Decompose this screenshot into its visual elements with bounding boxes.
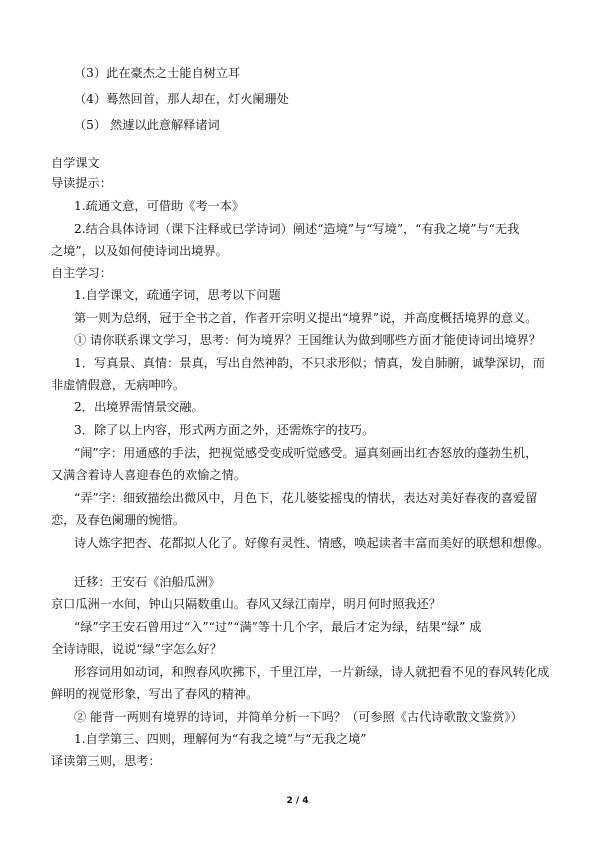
text-line: “绿”字王安石曾用过“入”“过”“满”等十几个字，最后才定为绿，结果“绿” 成 [74, 620, 482, 634]
text-line: 诗人炼字把杏、花都拟人化了。好像有灵性、情感，唤起读者丰富而美好的联想和想像。 [74, 536, 550, 550]
text-line: 2．出境界需情景交融。 [74, 400, 204, 414]
text-line: 译读第三则，思考： [51, 754, 161, 768]
text-line: （3）此在豪杰之士能自树立耳 [74, 66, 241, 80]
text-line: 导读提示： [51, 176, 112, 190]
text-line: 形容词用如动词，和煦春风吹拂下，千里江岸，一片新绿，诗人就把看不见的春风转化成 [74, 665, 550, 679]
text-line: 自主学习： [51, 266, 112, 280]
text-line: 京口瓜洲一水间，钟山只隔数重山。春风又绿江南岸，明月何时照我还？ [51, 597, 441, 611]
text-line: （4）蓦然回首，那人却在，灯火阑珊处 [74, 92, 289, 106]
text-line: 非虚情假意，无病呻吟。 [51, 378, 186, 392]
text-line: 迁移：王安石《泊船瓜洲》 [74, 575, 221, 589]
text-line: 1．写真景、真情：景真，写出自然神韵，不只求形似；情真，发自肺腑，诚挚深切，而 [74, 356, 545, 370]
text-line: ① 请你联系课文学习，思考：何为境界？王国维认为做到哪些方面才能使诗词出境界？ [74, 333, 541, 347]
text-line: 第一则为总纲，冠于全书之首，作者开宗明义提出“境界”说，并高度概括境界的意义。 [74, 311, 538, 325]
text-line: 又满含着诗人喜迎春色的欢愉之情。 [51, 468, 246, 482]
text-line: ② 能背一两则有境界的诗词，并简单分析一下吗？（可参照《古代诗歌散文鉴赏》） [74, 710, 523, 724]
text-line: 1.自学第三、四则，理解何为“有我之境”与“无我之境” [74, 732, 367, 746]
text-line: 之境”，以及如何使诗词出境界。 [51, 244, 228, 258]
section-heading: 自学课文 [51, 156, 100, 170]
text-line: 鲜明的视觉形象，写出了春风的精神。 [51, 687, 259, 701]
text-line: 1.疏通文意，可借助《考一本》 [74, 199, 245, 213]
text-line: 2.结合具体诗词（课下注释或已学诗词）阐述“造境”与“写境”，“有我之境”与“无我 [74, 222, 520, 236]
text-line: 恋，及春色阑珊的惋惜。 [51, 513, 186, 527]
text-line: （5） 然遽以此意解释诸词 [74, 118, 220, 132]
text-line: 1.自学课文，疏通字词，思考以下问题 [74, 288, 281, 302]
text-line: 3．除了以上内容，形式两方面之外，还需炼字的技巧。 [74, 423, 375, 437]
text-line: “闹”字：用通感的手法，把视觉感受变成听觉感受。逼真刻画出红杏怒放的蓬勃生机， [74, 446, 538, 460]
page-number: 2 / 4 [286, 796, 309, 806]
text-line: 全诗诗眼，说说“绿”字怎么好？ [51, 642, 222, 656]
text-line: “弄”字：细致描绘出微风中，月色下，花儿婆娑摇曳的情状，表达对美好春夜的喜爱留 [74, 491, 538, 505]
